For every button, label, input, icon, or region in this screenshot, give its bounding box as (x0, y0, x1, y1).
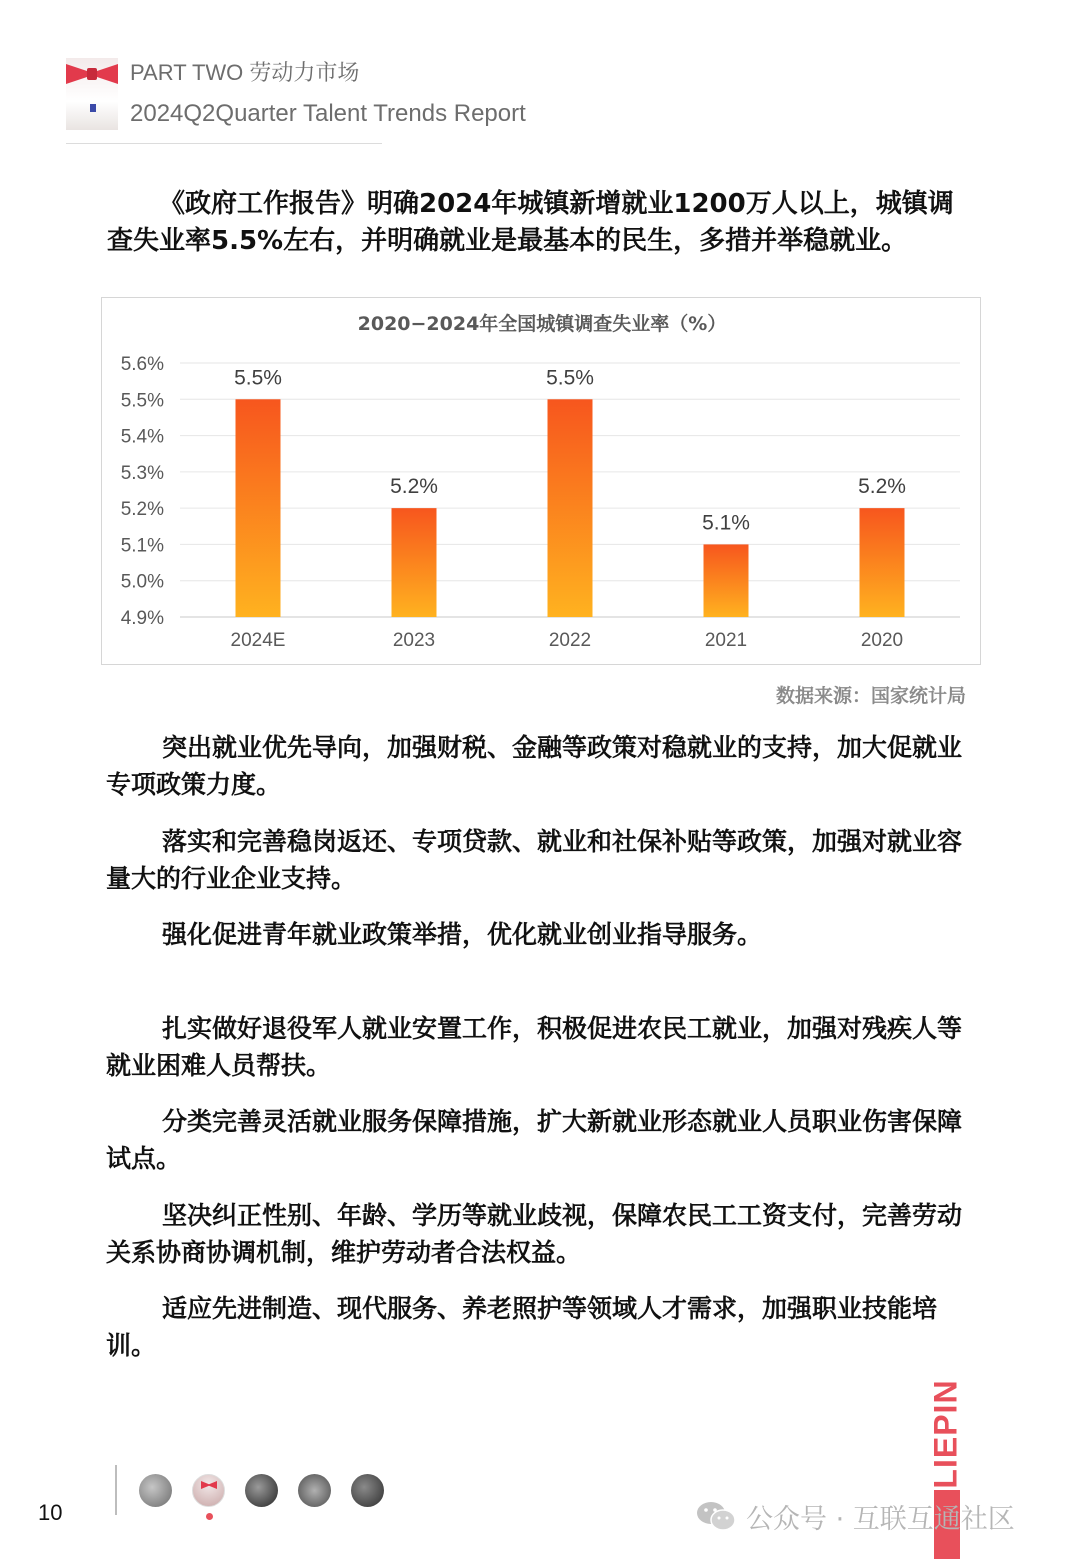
bar-2024E (236, 399, 281, 617)
header-logo (66, 58, 118, 130)
policy-box-1 (92, 722, 990, 805)
policy-text: 强化促进青年就业政策举措，优化就业创业指导服务。 (162, 920, 763, 949)
policy-text: 突出就业优先导向，加强财税、金融等政策对稳就业的支持，加大促就业专项政策力度。 (106, 733, 963, 799)
policy-text: 扎实做好退役军人就业安置工作，积极促进农民工就业，加强对残疾人等就业困难人员帮扶。 (106, 1014, 963, 1080)
x-tick-label: 2020 (860, 630, 904, 651)
bar-2020 (860, 508, 905, 617)
unemployment-chart (101, 297, 981, 665)
thumbnail-3[interactable] (245, 1474, 278, 1507)
header-divider (66, 143, 382, 144)
y-tick-label: 5.4% (120, 426, 164, 448)
x-tick-label: 2021 (704, 630, 748, 651)
bar-2023 (392, 508, 437, 617)
wechat-icon (696, 1499, 736, 1533)
data-source: 数据来源：国家统计局 (775, 685, 966, 707)
policy-text: 分类完善灵活就业服务保障措施，扩大新就业形态就业人员职业伤害保障试点。 (106, 1107, 963, 1173)
chart-title: 2020−2024年全国城镇调查失业率（%） (357, 313, 727, 335)
policy-text: 坚决纠正性别、年龄、学历等就业歧视，保障农民工工资支付，完善劳动关系协商协调机制，维护劳动者合法权益。 (106, 1201, 963, 1267)
brand-text: LIEPIN (927, 1379, 964, 1489)
y-tick-label: 5.6% (120, 354, 164, 375)
policy-text: 落实和完善稳岗返还、专项贷款、就业和社保补贴等政策，加强对就业容量大的行业企业支持。 (106, 827, 963, 893)
data-label: 5.2% (390, 475, 438, 499)
x-tick-label: 2024E (230, 630, 286, 651)
policy-box-6 (92, 1190, 990, 1272)
policy-box-4 (92, 1003, 990, 1085)
page-number: 10 (38, 1500, 63, 1525)
thumbnail-4[interactable] (298, 1474, 331, 1507)
data-label: 5.5% (234, 366, 282, 390)
y-tick-label: 5.0% (120, 571, 164, 593)
y-tick-label: 5.1% (120, 535, 164, 557)
policy-box-3 (92, 909, 990, 992)
policy-box-7 (92, 1283, 990, 1370)
thumbnail-2[interactable] (192, 1474, 225, 1507)
x-tick-label: 2023 (392, 630, 436, 651)
header-section-title: PART TWO 劳动力市场 (130, 60, 360, 85)
x-tick-label: 2022 (548, 630, 592, 651)
bar-2022 (548, 399, 593, 617)
data-label: 5.1% (702, 511, 750, 535)
watermark-text: 公众号 · 互联互通社区 (746, 1503, 1015, 1535)
bar-2021 (704, 544, 749, 617)
data-label: 5.5% (546, 366, 594, 390)
data-label: 5.2% (858, 475, 906, 499)
intro-paragraph: 《政府工作报告》明确2024年城镇新增就业1200万人以上，城镇调查失业率5.5%左右，并明确就业是最基本的民生，多措并举稳就业。 (107, 189, 954, 256)
policy-box-2 (92, 816, 990, 898)
active-page-indicator (206, 1513, 213, 1520)
y-tick-label: 5.5% (120, 390, 164, 412)
thumbnail-5[interactable] (351, 1474, 384, 1507)
footer-divider (115, 1465, 117, 1515)
policy-text: 适应先进制造、现代服务、养老照护等领域人才需求，加强职业技能培训。 (106, 1294, 938, 1360)
watermark (696, 1494, 1015, 1538)
y-tick-label: 5.2% (120, 499, 164, 521)
y-tick-label: 4.9% (120, 608, 164, 629)
thumbnail-1[interactable] (139, 1474, 172, 1507)
y-tick-label: 5.3% (120, 462, 164, 484)
header-report-title: 2024Q2Quarter Talent Trends Report (130, 100, 526, 127)
policy-box-5 (92, 1096, 990, 1179)
chart-svg (102, 298, 982, 666)
brand-logo (928, 1378, 964, 1490)
